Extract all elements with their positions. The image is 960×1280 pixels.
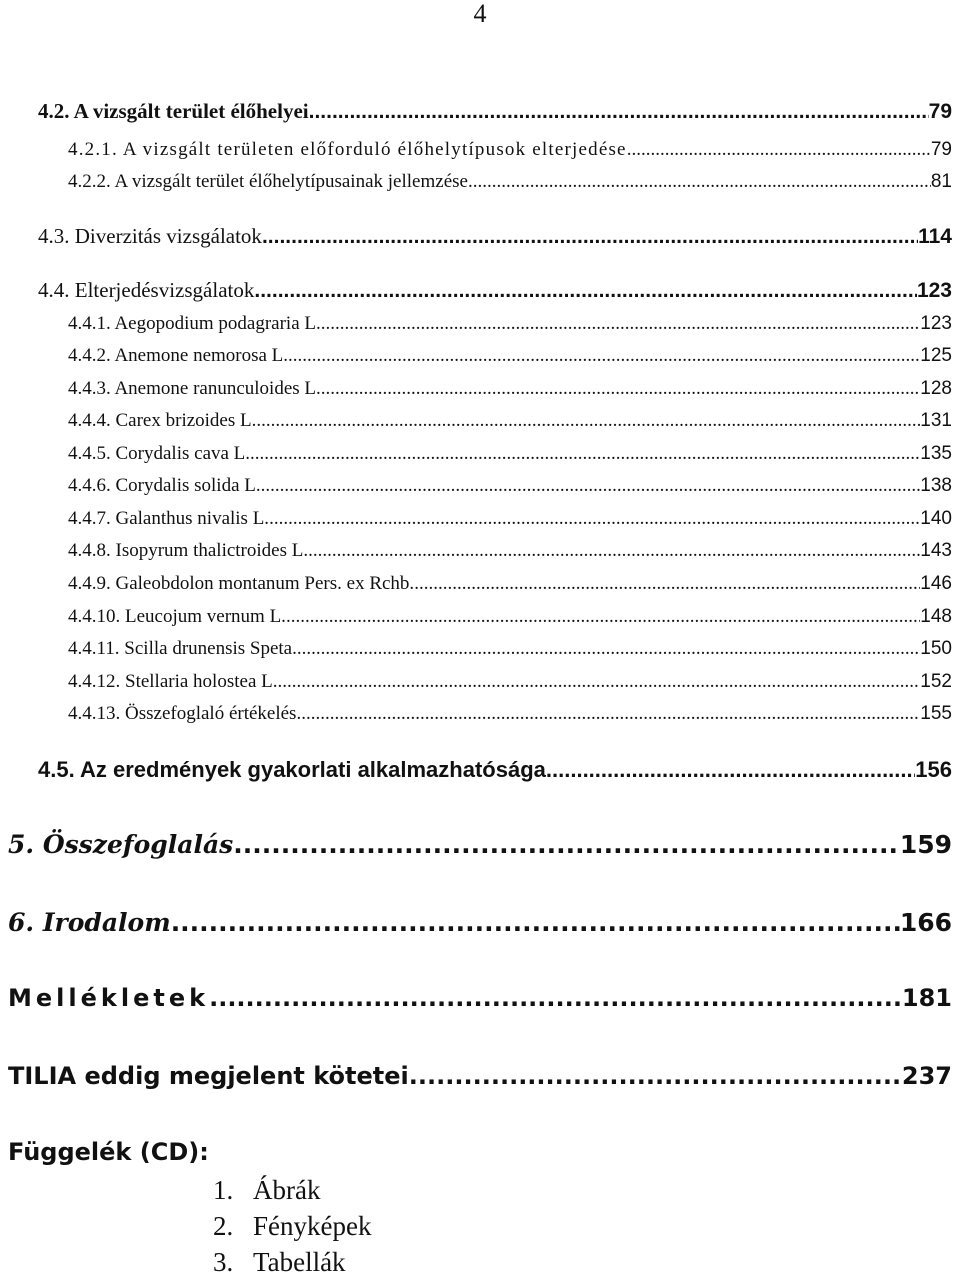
toc-title: A vizsgált terület élőhelyei: [73, 99, 309, 123]
toc-number: 4.4.8.: [68, 540, 111, 561]
toc-page: 123: [920, 313, 952, 334]
toc-entry-6[interactable]: [8, 908, 952, 937]
toc-page: 114: [918, 225, 952, 248]
toc-entry-4-4[interactable]: [38, 278, 952, 303]
toc-number: 4.3.: [38, 224, 70, 248]
list-number: 1.: [213, 1175, 234, 1205]
list-label: Fényképek: [253, 1211, 372, 1241]
toc-title: TILIA eddig megjelent kötetei: [8, 1062, 409, 1090]
toc-title: Stellaria holostea L.: [125, 671, 278, 692]
leader-dots: [171, 908, 900, 937]
list-item[interactable]: [213, 1208, 371, 1244]
toc-number: 4.2.2.: [68, 171, 111, 192]
toc-title: Diverzitás vizsgálatok: [74, 224, 262, 248]
toc-page: 181: [901, 984, 952, 1012]
toc-page: 159: [899, 830, 952, 859]
leader-dots: [262, 225, 918, 249]
toc-title: Corydalis solida L.: [115, 475, 261, 496]
toc-entry-4-4-6[interactable]: [68, 475, 952, 497]
toc-page: 237: [901, 1062, 952, 1090]
toc-entry-4-4-4[interactable]: [68, 410, 952, 432]
toc-entry-4-4-11[interactable]: [68, 638, 952, 660]
leader-dots: [409, 1062, 902, 1090]
toc-number: 4.4.4.: [68, 410, 111, 431]
toc-number: 6.: [8, 908, 35, 937]
toc-title: Aegopodium podagraria L.: [114, 313, 321, 334]
toc-number: 4.4.9.: [68, 573, 111, 594]
leader-dots: [269, 508, 920, 530]
toc-title: Galanthus nivalis L.: [115, 508, 270, 529]
toc-number: 4.2.1.: [68, 139, 118, 160]
toc-title: Corydalis cava L.: [115, 443, 251, 464]
leader-dots: [277, 671, 920, 693]
leader-dots: [309, 100, 929, 124]
toc-page: 140: [920, 508, 952, 529]
toc-number: 4.4.7.: [68, 508, 111, 529]
toc-number: 4.4.1.: [68, 313, 111, 334]
toc-title: Isopyrum thalictroides L.: [115, 540, 309, 561]
toc-title: Carex brizoides L.: [115, 410, 257, 431]
toc-entry-4-2[interactable]: [38, 99, 952, 124]
toc-entry-5[interactable]: [8, 830, 952, 859]
leader-dots: [254, 279, 917, 303]
toc-page: 125: [920, 345, 952, 366]
leader-dots: [321, 313, 921, 335]
toc-entry-4-4-12[interactable]: [68, 671, 952, 693]
toc-page: 79: [930, 139, 952, 160]
toc-number: 5.: [8, 830, 35, 859]
toc-entry-mellekletek[interactable]: [8, 984, 952, 1012]
toc-page: 152: [920, 671, 952, 692]
leader-dots: [261, 475, 921, 497]
toc-page: 131: [920, 410, 952, 431]
toc-title: Irodalom: [42, 908, 171, 937]
appendix-list: [213, 1172, 371, 1280]
toc-title: Anemone nemorosa L.: [114, 345, 289, 366]
toc-entry-4-5[interactable]: [38, 757, 952, 783]
toc-title: Anemone ranunculoides L.: [114, 378, 321, 399]
toc-number: 4.2.: [38, 99, 70, 123]
toc-number: 4.4.3.: [68, 378, 111, 399]
leader-dots: [468, 171, 931, 193]
leader-dots: [250, 443, 920, 465]
toc-entry-tilia[interactable]: [8, 1062, 952, 1090]
leader-dots: [414, 573, 920, 595]
toc-number: 4.4.10.: [68, 606, 121, 627]
toc-entry-4-4-1[interactable]: [68, 313, 952, 335]
toc-number: 4.4.5.: [68, 443, 111, 464]
toc-entry-4-2-1[interactable]: [68, 139, 952, 161]
toc-title: Összefoglaló értékelés: [125, 703, 297, 724]
toc-title: Scilla drunensis Speta: [124, 638, 293, 659]
leader-dots: [256, 410, 920, 432]
leader-dots: [296, 703, 920, 725]
toc-entry-4-4-2[interactable]: [68, 345, 952, 367]
toc-entry-4-4-10[interactable]: [68, 606, 952, 628]
toc-page: 143: [920, 540, 952, 561]
toc-page: 81: [930, 171, 952, 192]
toc-entry-4-3[interactable]: [38, 224, 952, 249]
toc-page: 150: [920, 638, 952, 659]
page-number: 4: [473, 0, 487, 28]
toc-title: Elterjedésvizsgálatok: [74, 278, 255, 302]
toc-number: 4.4.12.: [68, 671, 121, 692]
toc-page: 79: [928, 100, 952, 123]
toc-entry-4-4-3[interactable]: [68, 378, 952, 400]
toc-title: A vizsgált terület élőhelytípusainak jellemzése: [114, 171, 468, 192]
leader-dots: [288, 345, 920, 367]
toc-number: 4.4.: [38, 278, 70, 302]
leader-dots: [546, 757, 915, 783]
toc-title: Az eredmények gyakorlati alkalmazhatósága: [80, 757, 546, 782]
leader-dots: [286, 606, 920, 628]
toc-entry-4-4-8[interactable]: [68, 540, 952, 562]
toc-entry-4-4-9[interactable]: [68, 573, 952, 595]
toc-number: 4.4.2.: [68, 345, 111, 366]
toc-title: A vizsgált területen előforduló élőhelytípusok elterjedése: [122, 139, 627, 160]
toc-page: 135: [920, 443, 952, 464]
toc-entry-4-2-2[interactable]: [68, 171, 952, 193]
toc-page: 128: [920, 378, 952, 399]
toc-title: Galeobdolon montanum Pers. ex Rchb.: [115, 573, 415, 594]
leader-dots: [233, 830, 900, 859]
toc-title: Leucojum vernum L.: [125, 606, 286, 627]
list-label: Tabellák: [253, 1247, 346, 1277]
toc-title: Mellékletek: [8, 984, 210, 1012]
toc-title: Összefoglalás: [42, 830, 234, 859]
toc-number: 4.5.: [38, 757, 75, 782]
list-number: 3.: [213, 1247, 234, 1277]
leader-dots: [627, 139, 931, 161]
leader-dots: [308, 540, 920, 562]
list-number: 2.: [213, 1211, 234, 1241]
toc-entry-4-4-7[interactable]: [68, 508, 952, 530]
toc-entry-4-4-5[interactable]: [68, 443, 952, 465]
toc-number: 4.4.11.: [68, 638, 120, 659]
appendix-title: Függelék (CD):: [8, 1138, 209, 1166]
leader-dots: [292, 638, 920, 660]
leader-dots: [209, 984, 902, 1012]
toc-page: 156: [915, 757, 952, 782]
toc-page: 123: [916, 279, 952, 302]
toc-number: 4.4.13.: [68, 703, 121, 724]
toc-page: 146: [920, 573, 952, 594]
toc-page: 148: [920, 606, 952, 627]
toc-page: 155: [920, 703, 952, 724]
toc-page: 166: [899, 908, 952, 937]
list-label: Ábrák: [253, 1175, 321, 1205]
leader-dots: [321, 378, 921, 400]
toc-entry-4-4-13[interactable]: [68, 703, 952, 725]
list-item[interactable]: [213, 1172, 371, 1208]
toc-page: 138: [920, 475, 952, 496]
toc-number: 4.4.6.: [68, 475, 111, 496]
